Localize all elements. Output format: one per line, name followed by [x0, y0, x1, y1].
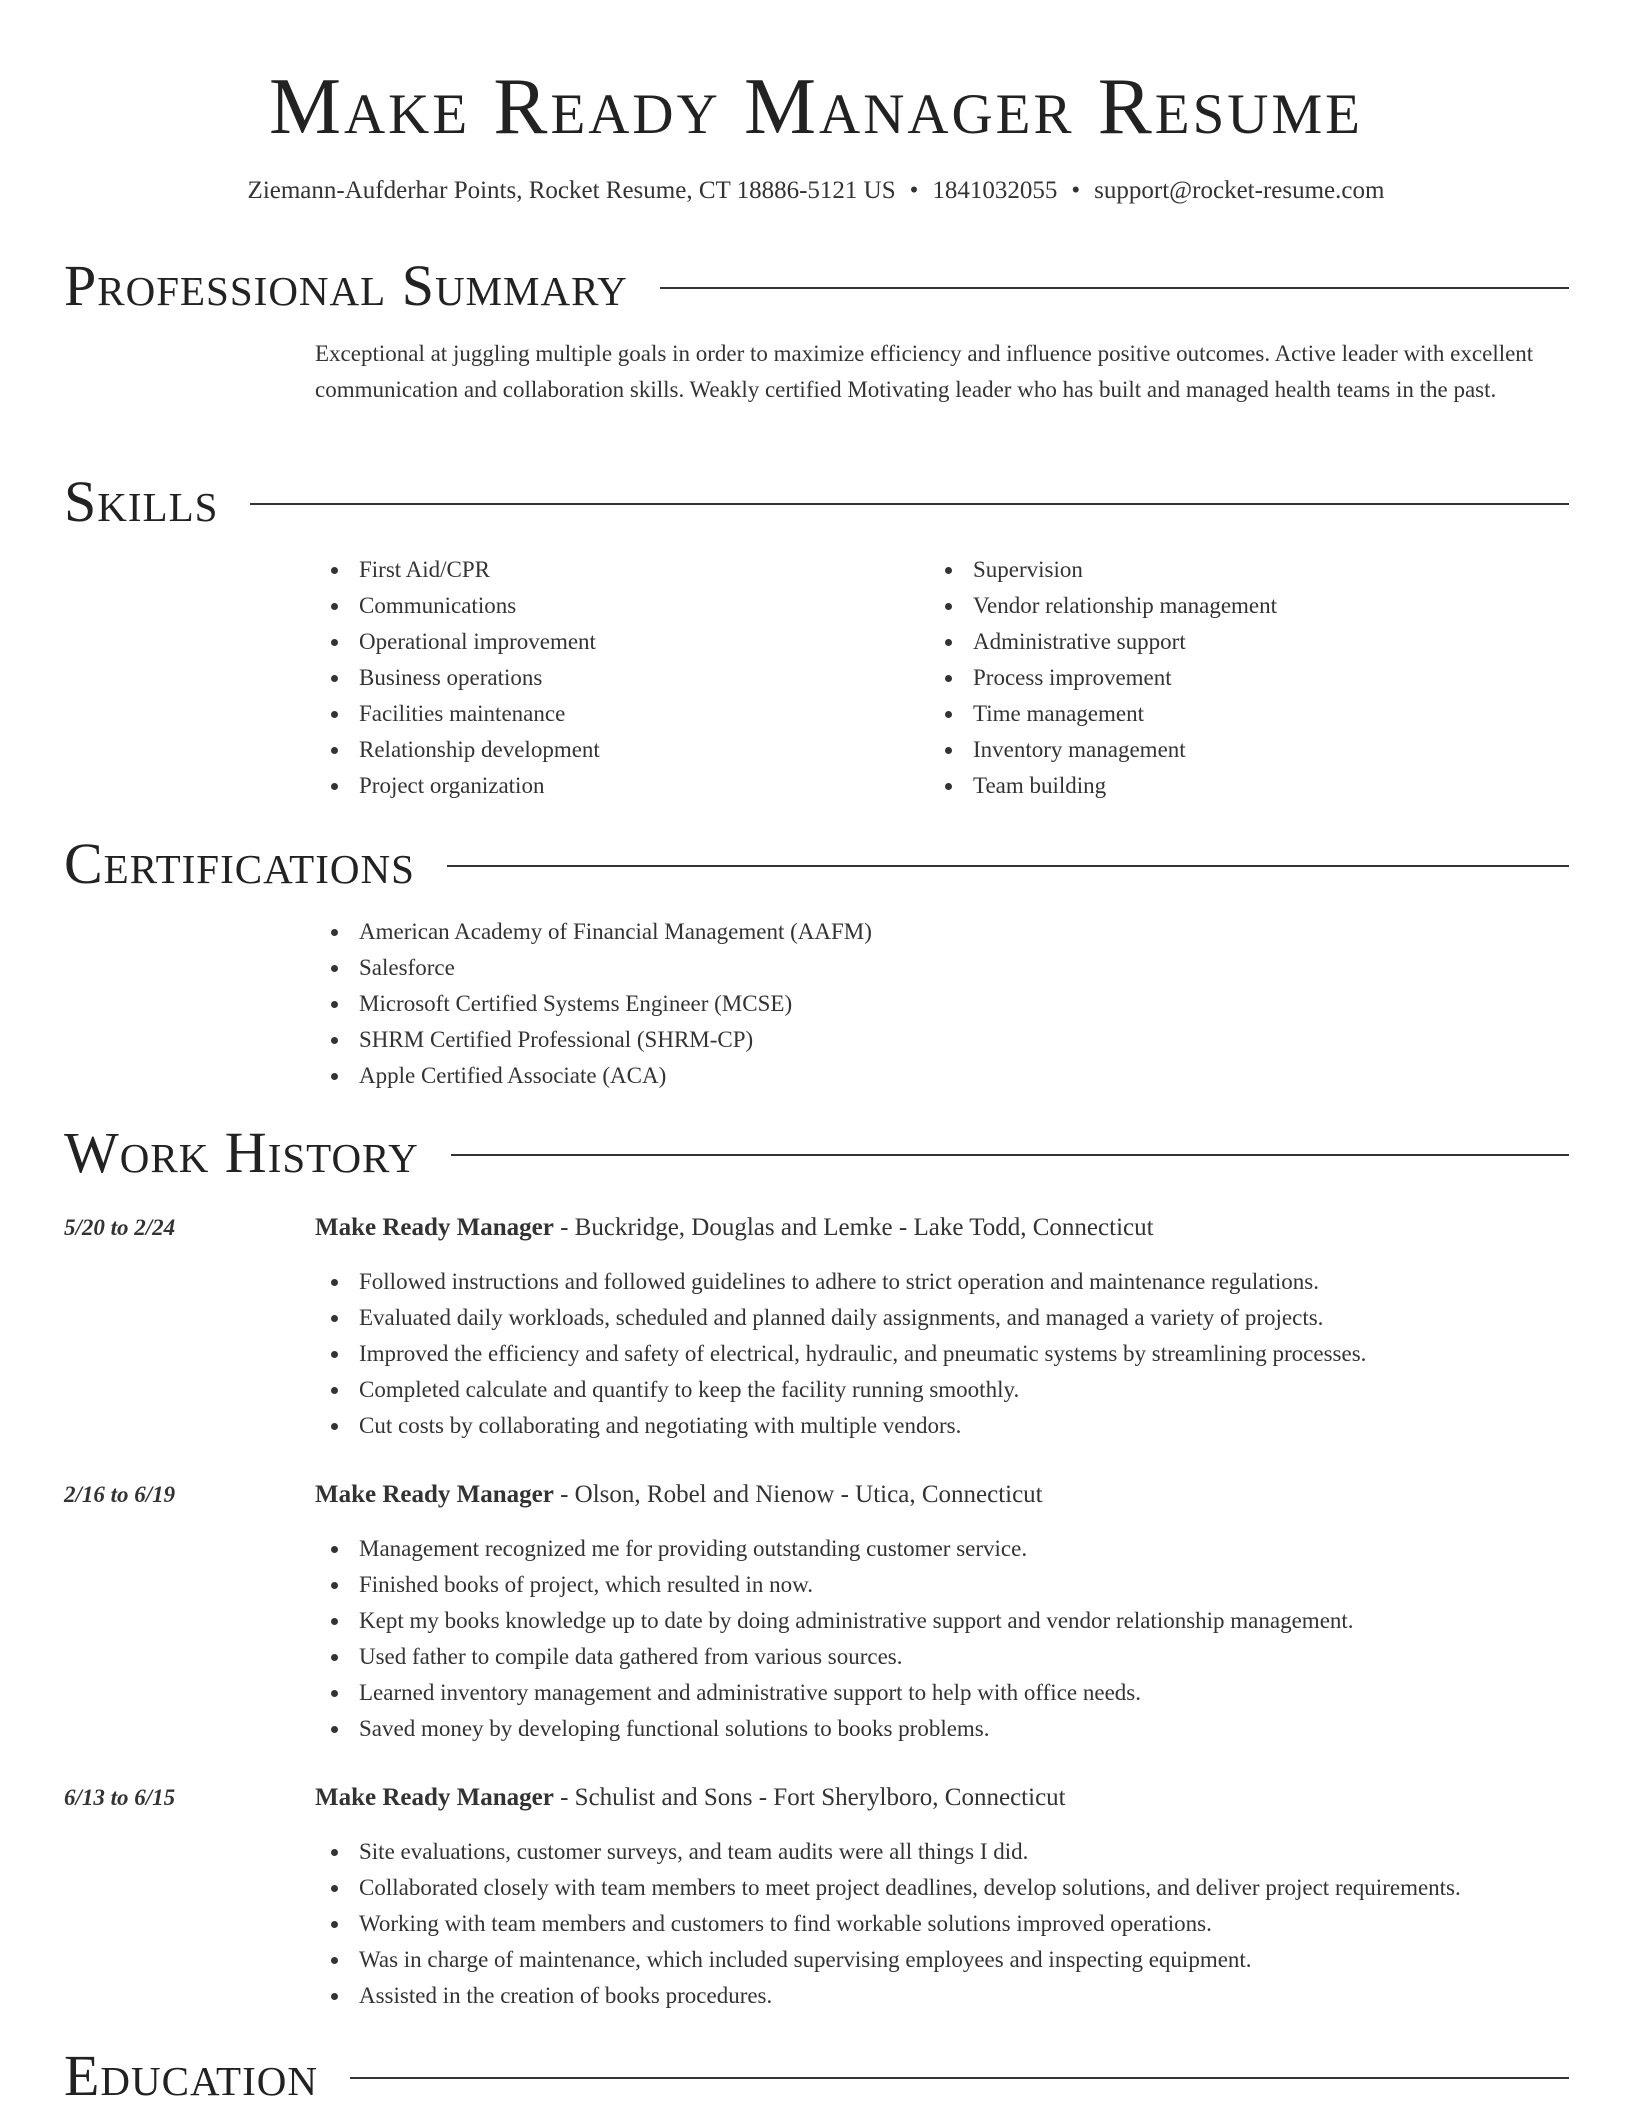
list-item: First Aid/CPR — [315, 552, 915, 588]
list-item: SHRM Certified Professional (SHRM-CP) — [315, 1022, 1569, 1058]
list-item: Communications — [315, 588, 915, 624]
section-education-header — [64, 2044, 1569, 2108]
list-item: Apple Certified Associate (ACA) — [315, 1058, 1569, 1094]
section-rule — [660, 287, 1569, 289]
job-role: Make Ready Manager — [315, 1481, 554, 1508]
job-dates: 2/16 to 6/19 — [64, 1482, 176, 1507]
section-rule — [447, 865, 1569, 867]
list-item: Project organization — [315, 768, 915, 804]
list-item: Collaborated closely with team members to meet project deadlines, develop solutions, and deliver project requirements. — [315, 1870, 1569, 1906]
list-item: Improved the efficiency and safety of electrical, hydraulic, and pneumatic systems by streamlining processes. — [315, 1336, 1569, 1372]
section-heading: Education — [64, 2043, 318, 2108]
list-item: Cut costs by collaborating and negotiating with multiple vendors. — [315, 1408, 1569, 1444]
section-heading: Professional Summary — [64, 253, 628, 318]
section-heading: Work History — [64, 1120, 419, 1185]
job-role: Make Ready Manager — [315, 1784, 554, 1811]
list-item: Saved money by developing functional solutions to books problems. — [315, 1711, 1569, 1747]
job-role: Make Ready Manager — [315, 1214, 554, 1241]
list-item: Followed instructions and followed guidelines to adhere to strict operation and maintenance regulations. — [315, 1264, 1569, 1300]
job-bullets — [315, 1264, 1569, 1444]
list-item: Assisted in the creation of books procedures. — [315, 1978, 1569, 2014]
section-heading: Certifications — [64, 831, 415, 896]
job-bullets — [315, 1531, 1569, 1747]
list-item: Completed calculate and quantify to keep the facility running smoothly. — [315, 1372, 1569, 1408]
email[interactable]: support@rocket-resume.com — [1094, 177, 1385, 204]
certifications-list — [315, 914, 1569, 1094]
list-item: Team building — [929, 768, 1529, 804]
list-item: Learned inventory management and administrative support to help with office needs. — [315, 1675, 1569, 1711]
section-certifications-header — [64, 832, 1569, 896]
job-title — [315, 1210, 1569, 1246]
list-item: American Academy of Financial Management (AAFM) — [315, 914, 1569, 950]
phone[interactable]: 1841032055 — [932, 177, 1058, 204]
job-dates: 5/20 to 2/24 — [64, 1215, 176, 1240]
job-bullets — [315, 1834, 1569, 2014]
list-item: Evaluated daily workloads, scheduled and planned daily assignments, and managed a variety of projects. — [315, 1300, 1569, 1336]
list-item: Salesforce — [315, 950, 1569, 986]
section-rule — [350, 2077, 1569, 2079]
section-heading: Skills — [64, 469, 219, 534]
address: Ziemann-Aufderhar Points, Rocket Resume, CT 18886-5121 US — [247, 177, 896, 204]
section-summary-header — [64, 254, 1569, 318]
job-dates: 6/13 to 6/15 — [64, 1785, 176, 1810]
section-rule — [451, 1154, 1569, 1156]
resume-title: Make Ready Manager Resume — [269, 61, 1363, 151]
list-item: Business operations — [315, 660, 915, 696]
section-skills-header — [64, 470, 1569, 534]
contact-line — [0, 175, 1632, 207]
list-item: Microsoft Certified Systems Engineer (MCSE) — [315, 986, 1569, 1022]
job-title — [315, 1780, 1569, 1816]
summary-text: Exceptional at juggling multiple goals in order to maximize efficiency and influence positive outcomes. Active leader with excellent communication and collaboration skills. Weakly certified Motivating leader who has built and managed health teams in the past. — [315, 341, 1534, 402]
list-item: Used father to compile data gathered from various sources. — [315, 1639, 1569, 1675]
list-item: Administrative support — [929, 624, 1529, 660]
list-item: Kept my books knowledge up to date by doing administrative support and vendor relationship management. — [315, 1603, 1569, 1639]
job-title — [315, 1477, 1569, 1513]
list-item: Supervision — [929, 552, 1529, 588]
list-item: Process improvement — [929, 660, 1529, 696]
job-company: - Olson, Robel and Nienow - Utica, Connecticut — [553, 1481, 1043, 1508]
separator: • — [909, 177, 919, 204]
list-item: Site evaluations, customer surveys, and team audits were all things I did. — [315, 1834, 1569, 1870]
list-item: Inventory management — [929, 732, 1529, 768]
list-item: Operational improvement — [315, 624, 915, 660]
skills-list-left — [315, 552, 915, 804]
list-item: Management recognized me for providing outstanding customer service. — [315, 1531, 1569, 1567]
list-item: Was in charge of maintenance, which included supervising employees and inspecting equipment. — [315, 1942, 1569, 1978]
list-item: Finished books of project, which resulted in now. — [315, 1567, 1569, 1603]
list-item: Time management — [929, 696, 1529, 732]
list-item: Relationship development — [315, 732, 915, 768]
list-item: Vendor relationship management — [929, 588, 1529, 624]
separator: • — [1071, 177, 1081, 204]
section-rule — [250, 503, 1569, 505]
list-item: Facilities maintenance — [315, 696, 915, 732]
job-company: - Buckridge, Douglas and Lemke - Lake Todd, Connecticut — [553, 1214, 1154, 1241]
list-item: Working with team members and customers to find workable solutions improved operations. — [315, 1906, 1569, 1942]
skills-list-right — [929, 552, 1529, 804]
job-company: - Schulist and Sons - Fort Sherylboro, Connecticut — [553, 1784, 1066, 1811]
section-work-header — [64, 1121, 1569, 1185]
